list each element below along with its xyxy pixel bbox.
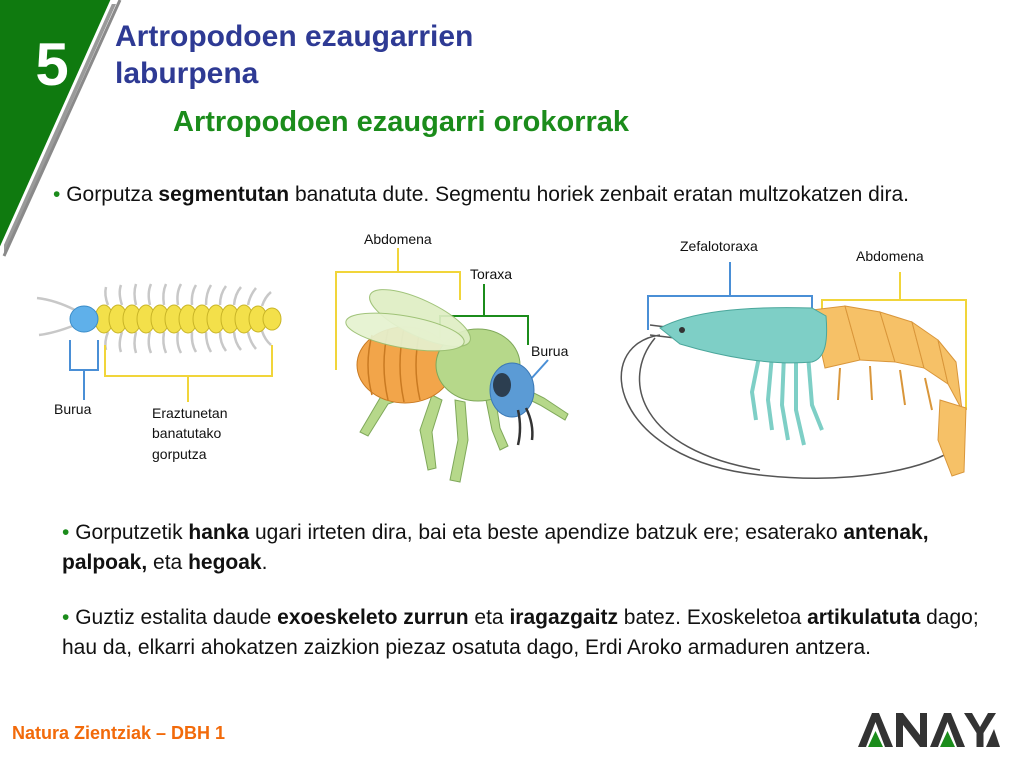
myriapod-illustration	[37, 284, 281, 402]
anaya-logo	[858, 711, 1004, 749]
label-cephalothorax: Zefalotoraxa	[680, 238, 758, 254]
chapter-number: 5	[35, 31, 69, 98]
insect-illustration	[336, 248, 568, 482]
label-crustacean-abdomen: Abdomena	[856, 248, 924, 264]
paragraph-segments: • Gorputza segmentutan banatuta dute. Segmentu horiek zenbait eratan multzokatzen dira.	[53, 183, 909, 206]
bullet: •	[53, 183, 61, 206]
footer-text: Natura Zientziak – DBH 1	[12, 723, 226, 743]
label-insect-head: Burua	[531, 343, 569, 359]
shrimp-illustration	[621, 262, 966, 478]
label-insect-thorax: Toraxa	[470, 266, 513, 282]
paragraph-appendages: • Gorputzetik hanka ugari irteten dira, bai eta beste apendize batzuk ere; esaterako antenak, palpoak, eta hegoak.	[62, 521, 929, 574]
label-myriapod-body-3: gorputza	[152, 446, 207, 462]
bullet: •	[62, 521, 70, 544]
label-myriapod-head: Burua	[54, 401, 92, 417]
label-myriapod-body-2: banatutako	[152, 425, 222, 441]
label-myriapod-body-1: Eraztunetan	[152, 405, 228, 421]
bullet: •	[62, 606, 70, 629]
paragraph-exoskeleton: • Guztiz estalita daude exoeskeleto zurrun eta iragazgaitz batez. Exoskeletoa artikulatuta dago; hau da, elkarri ahokatzen zaizkion piezaz osatuta dago, Erdi Aroko armaduren antzera.	[62, 606, 979, 659]
page-subtitle: Artropodoen ezaugarri orokorrak	[173, 106, 630, 138]
label-insect-abdomen: Abdomena	[364, 231, 432, 247]
page-title: Artropodoen ezaugarrien laburpena	[115, 20, 474, 90]
